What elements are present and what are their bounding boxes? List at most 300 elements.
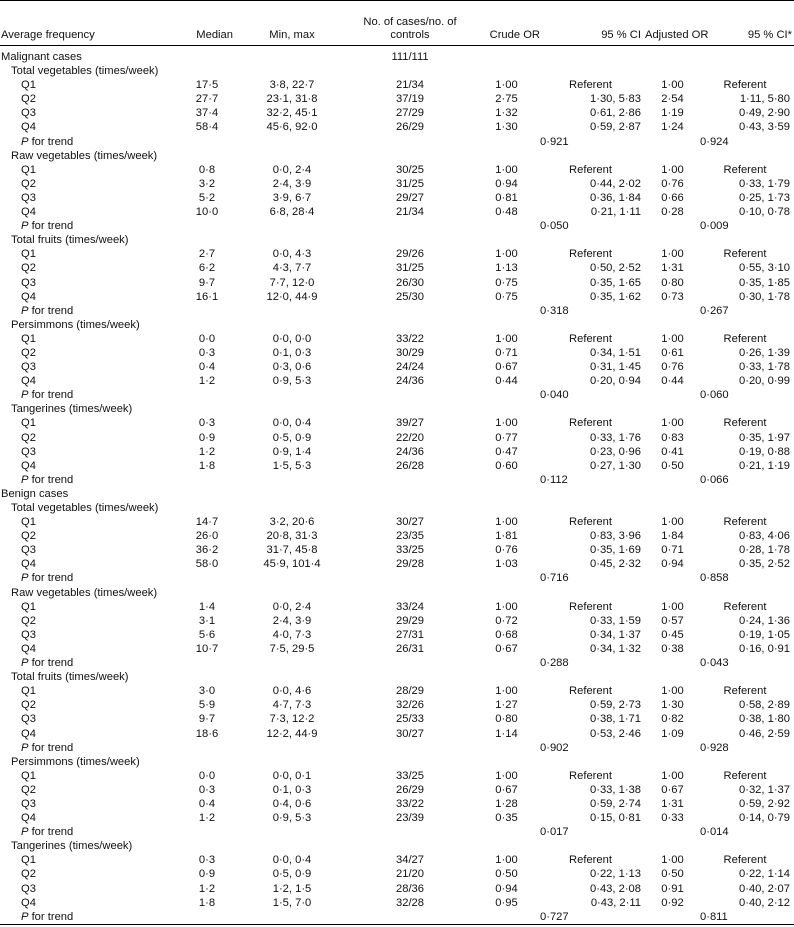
- ci-cell: Referent: [569, 600, 612, 613]
- quartile-label: Q1: [21, 769, 36, 782]
- crude-or-cell: 1·00: [495, 163, 518, 176]
- adjusted-or-cell: 2·54: [661, 93, 684, 106]
- ci-cell: 0·34, 1·37: [590, 628, 641, 641]
- median-cell: 0·9: [198, 868, 216, 881]
- crude-or-cell: 1·27: [495, 699, 518, 712]
- p-suffix: for trend: [28, 741, 74, 754]
- group-label: Benign cases: [1, 487, 69, 500]
- adjusted-ci-cell: 0·28, 1·78: [739, 544, 790, 557]
- adjusted-ci-cell: 0·83, 4·06: [739, 530, 790, 543]
- empty-cell: [645, 839, 700, 853]
- empty-cell: [347, 656, 473, 670]
- crude-or-cell: 0·94: [495, 177, 518, 190]
- group-count: 111/111: [391, 51, 429, 63]
- ci-cell: Referent: [569, 516, 612, 529]
- range-cell: 31·7, 45·8: [266, 544, 318, 557]
- quartile-label: Q4: [21, 812, 36, 825]
- adjusted-ci-cell: 0·58, 2·89: [739, 699, 790, 712]
- p-trend-label: [0, 825, 177, 839]
- range-cell: 45·6, 92·0: [266, 121, 318, 134]
- empty-cell: [347, 219, 473, 233]
- empty-cell: [177, 656, 237, 670]
- cases-controls-cell: 30/27: [396, 727, 424, 740]
- crude-or-cell: 0·47: [495, 445, 518, 458]
- p-trend-label: [0, 135, 177, 149]
- quartile-row: [0, 727, 794, 741]
- range-cell: 20·8, 31·3: [266, 530, 318, 543]
- adjusted-or-cell: 1·00: [661, 685, 684, 698]
- cases-controls-cell: 21/34: [396, 79, 424, 92]
- p-trend-adjusted: 0·924: [700, 135, 729, 148]
- p-trend-crude: 0·921: [540, 135, 569, 148]
- quartile-row: [0, 557, 794, 571]
- group-row: [0, 46, 794, 65]
- cases-controls-cell: 26/31: [396, 642, 424, 655]
- ci-cell: 1·30, 5·83: [590, 93, 641, 106]
- empty-cell: [237, 233, 347, 247]
- range-cell: 0·1, 0·3: [272, 783, 312, 796]
- adjusted-or-cell: 1·00: [661, 163, 684, 176]
- category-label: Tangerines (times/week): [11, 403, 133, 416]
- median-cell: 26·0: [195, 530, 219, 543]
- empty-cell: [645, 402, 700, 416]
- cases-controls-cell: 30/25: [396, 163, 424, 176]
- p-symbol: P: [21, 910, 29, 923]
- p-symbol: P: [21, 657, 29, 670]
- crude-or-cell: 0·95: [495, 896, 518, 909]
- adjusted-or-cell: 1·00: [661, 516, 684, 529]
- quartile-row: [0, 769, 794, 783]
- adjusted-ci-cell: 0·38, 1·80: [739, 713, 790, 726]
- cases-controls-cell: 33/24: [396, 600, 424, 613]
- ci-cell: 0·15, 0·81: [590, 812, 641, 825]
- header-adjusted-or: Adjusted OR: [645, 29, 709, 41]
- empty-cell: [473, 656, 540, 670]
- p-symbol: P: [21, 389, 29, 402]
- crude-or-cell: 0·44: [495, 375, 518, 388]
- ci-cell: Referent: [569, 163, 612, 176]
- empty-cell: [540, 586, 645, 600]
- ci-cell: 0·59, 2·87: [590, 121, 641, 134]
- quartile-row: [0, 92, 794, 106]
- quartile-label: Q3: [21, 544, 36, 557]
- category-label: Total fruits (times/week): [11, 671, 129, 684]
- quartile-label: Q1: [21, 685, 36, 698]
- cases-controls-cell: 22/20: [396, 431, 424, 444]
- median-cell: 17·5: [195, 79, 219, 92]
- adjusted-or-cell: 0·45: [661, 628, 684, 641]
- header-row: [0, 1, 794, 46]
- ci-cell: Referent: [569, 854, 612, 867]
- crude-or-cell: 1·32: [495, 107, 518, 120]
- crude-or-cell: 1·14: [495, 727, 518, 740]
- quartile-row: [0, 684, 794, 698]
- range-cell: 0·5, 0·9: [272, 431, 312, 444]
- empty-cell: [237, 318, 347, 332]
- p-trend-row: [0, 571, 794, 585]
- cases-controls-cell: 21/34: [396, 206, 424, 219]
- empty-cell: [177, 473, 237, 487]
- quartile-label: Q1: [21, 79, 36, 92]
- empty-cell: [473, 571, 540, 585]
- crude-or-cell: 1·13: [495, 262, 518, 275]
- adjusted-or-cell: 1·30: [661, 699, 684, 712]
- empty-cell: [540, 402, 645, 416]
- adjusted-or-cell: 0·57: [661, 614, 684, 627]
- ci-cell: 0·34, 1·32: [590, 642, 641, 655]
- crude-or-cell: 1·00: [495, 685, 518, 698]
- range-cell: 0·0, 0·4: [272, 417, 312, 430]
- quartile-label: Q3: [21, 797, 36, 810]
- empty-cell: [473, 839, 540, 853]
- crude-or-cell: 0·72: [495, 614, 518, 627]
- range-cell: 0·0, 4·3: [272, 248, 312, 261]
- empty-cell: [473, 402, 540, 416]
- empty-cell: [177, 670, 237, 684]
- adjusted-ci-cell: 0·14, 0·79: [739, 812, 790, 825]
- quartile-label: Q1: [21, 163, 36, 176]
- p-trend-row: [0, 304, 794, 318]
- ci-cell: Referent: [569, 79, 612, 92]
- header-ci: 95 % CI: [601, 29, 641, 41]
- cases-controls-cell: 21/20: [396, 868, 424, 881]
- quartile-label: Q2: [21, 262, 36, 275]
- empty-cell: [177, 402, 237, 416]
- adjusted-or-cell: 0·67: [661, 783, 684, 796]
- median-cell: 0·0: [198, 332, 216, 345]
- p-trend-adjusted: 0·811: [700, 910, 794, 925]
- quartile-row: [0, 698, 794, 712]
- category-row: [0, 670, 794, 684]
- ci-cell: Referent: [569, 332, 612, 345]
- empty-cell: [177, 501, 237, 515]
- empty-cell: [347, 755, 473, 769]
- p-trend-label: [0, 304, 177, 318]
- median-cell: 16·1: [195, 290, 219, 303]
- empty-cell: [177, 741, 237, 755]
- empty-cell: [177, 318, 237, 332]
- quartile-row: [0, 431, 794, 445]
- ci-cell: Referent: [569, 769, 612, 782]
- median-cell: 1·2: [198, 445, 216, 458]
- quartile-row: [0, 290, 794, 304]
- quartile-label: Q4: [21, 459, 36, 472]
- range-cell: 32·2, 45·1: [266, 107, 318, 120]
- quartile-row: [0, 106, 794, 120]
- ci-cell: 0·44, 2·02: [590, 177, 641, 190]
- adjusted-or-cell: 1·00: [661, 854, 684, 867]
- adjusted-or-cell: 1·31: [661, 797, 684, 810]
- quartile-row: [0, 529, 794, 543]
- quartile-row: [0, 600, 794, 614]
- category-label: Tangerines (times/week): [11, 840, 133, 853]
- quartile-label: Q2: [21, 346, 36, 359]
- adjusted-or-cell: 0·28: [661, 206, 684, 219]
- median-cell: 5·2: [198, 191, 216, 204]
- quartile-label: Q1: [21, 332, 36, 345]
- median-cell: 3·2: [198, 177, 216, 190]
- adjusted-or-cell: 1·00: [661, 79, 684, 92]
- empty-cell: [645, 755, 700, 769]
- ci-cell: 0·59, 2·74: [590, 797, 641, 810]
- adjusted-or-cell: 0·50: [661, 868, 684, 881]
- crude-or-cell: 0·71: [495, 346, 518, 359]
- p-trend-row: [0, 910, 794, 925]
- quartile-row: [0, 783, 794, 797]
- range-cell: 7·3, 12·2: [269, 713, 315, 726]
- adjusted-ci-cell: 0·46, 2·59: [739, 727, 790, 740]
- cases-controls-cell: 27/31: [396, 628, 424, 641]
- p-trend-row: [0, 656, 794, 670]
- crude-or-cell: 0·75: [495, 290, 518, 303]
- quartile-label: Q4: [21, 642, 36, 655]
- adjusted-or-cell: 0·33: [661, 812, 684, 825]
- p-trend-crude: 0·318: [540, 304, 569, 317]
- ci-cell: 0·35, 1·62: [590, 290, 641, 303]
- p-trend-crude: 0·902: [540, 741, 569, 754]
- median-cell: 6·2: [198, 262, 216, 275]
- crude-or-cell: 0·67: [495, 642, 518, 655]
- p-trend-adjusted: 0·060: [700, 389, 729, 402]
- p-symbol: P: [21, 572, 29, 585]
- adjusted-ci-cell: Referent: [723, 163, 767, 176]
- range-cell: 12·2, 44·9: [266, 727, 318, 740]
- quartile-row: [0, 867, 794, 881]
- quartile-row: [0, 276, 794, 290]
- empty-cell: [237, 487, 347, 501]
- category-row: [0, 586, 794, 600]
- category-row: [0, 149, 794, 163]
- quartile-label: Q3: [21, 445, 36, 458]
- p-trend-crude: 0·050: [540, 220, 569, 233]
- crude-or-cell: 1·00: [495, 417, 518, 430]
- adjusted-ci-cell: Referent: [723, 685, 767, 698]
- adjusted-or-cell: 0·76: [661, 361, 684, 374]
- adjusted-or-cell: 0·83: [661, 431, 684, 444]
- quartile-label: Q3: [21, 107, 36, 120]
- median-cell: 14·7: [195, 516, 219, 529]
- range-cell: 0·9, 5·3: [272, 812, 312, 825]
- adjusted-or-cell: 1·00: [661, 417, 684, 430]
- p-trend-adjusted: 0·858: [700, 572, 729, 585]
- table-body: [0, 46, 794, 925]
- adjusted-ci-cell: 0·24, 1·36: [739, 614, 790, 627]
- quartile-row: [0, 346, 794, 360]
- adjusted-ci-cell: 0·43, 3·59: [739, 121, 790, 134]
- range-cell: 0·9, 5·3: [272, 375, 312, 388]
- cases-controls-cell: 23/35: [396, 530, 424, 543]
- range-cell: 23·1, 31·8: [266, 93, 318, 106]
- range-cell: 1·2, 1·5: [272, 882, 312, 895]
- median-cell: 1·8: [198, 896, 216, 909]
- median-cell: 37·4: [195, 107, 219, 120]
- empty-cell: [237, 586, 347, 600]
- quartile-row: [0, 543, 794, 557]
- quartile-row: [0, 445, 794, 459]
- empty-cell: [347, 135, 473, 149]
- median-cell: 0·3: [198, 783, 216, 796]
- empty-cell: [177, 755, 237, 769]
- crude-or-cell: 0·76: [495, 544, 518, 557]
- header-range: Min, max: [269, 29, 315, 41]
- cases-controls-cell: 28/36: [396, 882, 424, 895]
- empty-cell: [347, 825, 473, 839]
- crude-or-cell: 0·80: [495, 713, 518, 726]
- ci-cell: 0·33, 1·38: [590, 783, 641, 796]
- empty-cell: [237, 825, 347, 839]
- cases-controls-cell: 26/28: [396, 459, 424, 472]
- adjusted-ci-cell: 0·49, 2·90: [739, 107, 790, 120]
- empty-cell: [473, 135, 540, 149]
- median-cell: 1·2: [198, 882, 216, 895]
- median-cell: 36·2: [195, 544, 219, 557]
- ci-cell: 0·23, 0·96: [590, 445, 641, 458]
- empty-cell: [540, 149, 645, 163]
- quartile-row: [0, 177, 794, 191]
- empty-cell: [473, 487, 540, 501]
- cases-controls-cell: 24/36: [396, 375, 424, 388]
- empty-cell: [237, 910, 347, 925]
- ci-cell: 0·20, 0·94: [590, 375, 641, 388]
- empty-cell: [237, 149, 347, 163]
- empty-cell: [700, 839, 794, 853]
- adjusted-ci-cell: Referent: [723, 332, 767, 345]
- adjusted-ci-cell: Referent: [723, 516, 767, 529]
- empty-cell: [645, 473, 700, 487]
- range-cell: 0·0, 2·4: [272, 600, 312, 613]
- quartile-label: Q2: [21, 614, 36, 627]
- range-cell: 0·5, 0·9: [272, 868, 312, 881]
- crude-or-cell: 1·00: [495, 332, 518, 345]
- crude-or-cell: 2·75: [495, 93, 518, 106]
- empty-cell: [700, 46, 794, 65]
- p-trend-row: [0, 388, 794, 402]
- empty-cell: [700, 586, 794, 600]
- empty-cell: [347, 670, 473, 684]
- p-trend-label: [0, 388, 177, 402]
- empty-cell: [473, 910, 540, 925]
- adjusted-ci-cell: Referent: [723, 248, 767, 261]
- empty-cell: [645, 741, 700, 755]
- cases-controls-cell: 26/29: [396, 121, 424, 134]
- category-row: [0, 318, 794, 332]
- header-frequency: Average frequency: [1, 29, 95, 41]
- crude-or-cell: 0·67: [495, 783, 518, 796]
- median-cell: 58·0: [195, 558, 219, 571]
- empty-cell: [645, 233, 700, 247]
- ci-cell: 0·45, 2·32: [590, 558, 641, 571]
- quartile-row: [0, 712, 794, 726]
- ci-cell: 0·35, 1·69: [590, 544, 641, 557]
- quartile-row: [0, 459, 794, 473]
- adjusted-or-cell: 1·00: [661, 248, 684, 261]
- median-cell: 0·3: [198, 854, 216, 867]
- empty-cell: [237, 46, 347, 65]
- adjusted-or-cell: 1·00: [661, 332, 684, 345]
- empty-cell: [347, 64, 473, 78]
- empty-cell: [473, 46, 540, 65]
- range-cell: 2·4, 3·9: [272, 614, 312, 627]
- cases-controls-cell: 33/22: [396, 332, 424, 345]
- empty-cell: [347, 501, 473, 515]
- empty-cell: [347, 233, 473, 247]
- empty-cell: [473, 318, 540, 332]
- range-cell: 7·5, 29·5: [269, 642, 315, 655]
- adjusted-ci-cell: Referent: [723, 769, 767, 782]
- p-suffix: for trend: [28, 135, 74, 148]
- median-cell: 18·6: [195, 727, 219, 740]
- header-median: Median: [196, 29, 233, 41]
- category-label: Persimmons (times/week): [11, 755, 140, 768]
- p-trend-crude: 0·112: [540, 473, 568, 486]
- empty-cell: [645, 46, 700, 65]
- ci-cell: 0·21, 1·11: [590, 206, 641, 219]
- p-trend-row: [0, 135, 794, 149]
- quartile-row: [0, 261, 794, 275]
- p-trend-adjusted: 0·009: [700, 220, 729, 233]
- median-cell: 3·0: [198, 685, 216, 698]
- empty-cell: [540, 839, 645, 853]
- crude-or-cell: 1·81: [495, 530, 518, 543]
- cases-controls-cell: 26/29: [396, 783, 424, 796]
- range-cell: 1·5, 5·3: [272, 459, 312, 472]
- adjusted-ci-cell: 0·35, 2·52: [739, 558, 790, 571]
- ci-cell: 0·38, 1·71: [590, 713, 641, 726]
- cases-controls-cell: 29/26: [396, 248, 424, 261]
- empty-cell: [473, 64, 540, 78]
- quartile-label: Q2: [21, 530, 36, 543]
- range-cell: 3·8, 22·7: [269, 79, 315, 92]
- ci-cell: 0·27, 1·30: [590, 459, 641, 472]
- empty-cell: [237, 670, 347, 684]
- quartile-label: Q4: [21, 375, 36, 388]
- adjusted-or-cell: 1·09: [661, 727, 684, 740]
- range-cell: 0·0, 0·4: [272, 854, 312, 867]
- p-trend-row: [0, 741, 794, 755]
- range-cell: 0·3, 0·6: [272, 361, 312, 374]
- category-row: [0, 402, 794, 416]
- quartile-label: Q3: [21, 628, 36, 641]
- adjusted-ci-cell: 0·30, 1·78: [739, 290, 790, 303]
- ci-cell: 0·59, 2·73: [590, 699, 641, 712]
- empty-cell: [473, 233, 540, 247]
- empty-cell: [540, 318, 645, 332]
- quartile-label: Q4: [21, 121, 36, 134]
- cases-controls-cell: 33/25: [396, 544, 424, 557]
- p-symbol: P: [21, 741, 29, 754]
- ci-cell: Referent: [569, 248, 612, 261]
- empty-cell: [177, 571, 237, 585]
- empty-cell: [700, 402, 794, 416]
- empty-cell: [347, 473, 473, 487]
- quartile-label: Q3: [21, 882, 36, 895]
- crude-or-cell: 1·00: [495, 79, 518, 92]
- median-cell: 2·7: [198, 248, 216, 261]
- quartile-row: [0, 882, 794, 896]
- empty-cell: [473, 149, 540, 163]
- median-cell: 10·0: [195, 206, 219, 219]
- crude-or-cell: 0·60: [495, 459, 518, 472]
- empty-cell: [540, 46, 645, 65]
- cases-controls-cell: 25/30: [396, 290, 424, 303]
- ci-cell: 0·43, 2·11: [590, 896, 641, 909]
- adjusted-ci-cell: 0·20, 0·99: [739, 375, 790, 388]
- empty-cell: [700, 149, 794, 163]
- empty-cell: [473, 304, 540, 318]
- range-cell: 4·3, 7·7: [272, 262, 312, 275]
- ci-cell: 0·83, 3·96: [590, 530, 641, 543]
- category-row: [0, 64, 794, 78]
